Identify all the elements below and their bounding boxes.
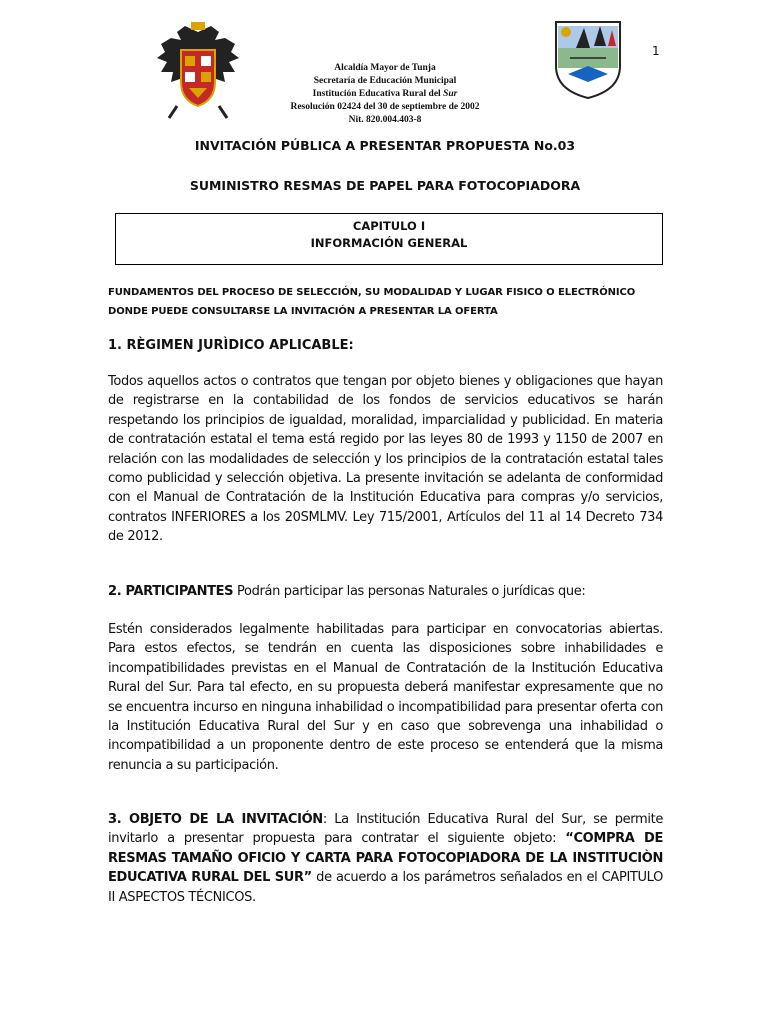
section-2-body: Estén considerados legalmente habilitadas para participar en convocatorias abiertas. Para estos efectos, se tendrán en cuenta las disposiciones sobre inhabilidades e incompatibilidades previstas en el Manual de Contratación de la Institución Educativa Rural del Sur. Para tal efecto, en su propuesta deberá manifestar expresamente que no se encuentra incurso en ninguna inhabilidad o incompatibilidad para presentar oferta con la Institución Educativa Rural del Sur y en caso que sobrevenga una inhabilidad o incompatibilidad a un proponente dentro de este proceso se entenderá que la misma renuncia a su participación. xyxy=(108,622,663,773)
section-2-intro-paragraph xyxy=(108,582,663,601)
section-2-intro: Podrán participar las personas Naturales o jurídicas que: xyxy=(233,584,586,599)
header-line-1: Alcaldía Mayor de Tunja xyxy=(334,63,436,73)
header-line-3-text: Institución Educativa Rural del xyxy=(312,89,444,99)
invitation-title: INVITACIÓN PÚBLICA A PRESENTAR PROPUESTA No.03 xyxy=(194,138,576,153)
section-3-outro: de acuerdo a los parámetros señalados en el CAPITULO II ASPECTOS TÉCNICOS. xyxy=(108,870,663,905)
header-line-5: Nit. 820.004.403-8 xyxy=(348,115,422,125)
header-line-3-italic: Sur xyxy=(443,89,458,99)
section-3-intro: : La Institución Educativa Rural del Sur, se permite invitarlo a presentar propuesta para contratar el siguiente objeto: xyxy=(108,812,663,847)
section-3-object: “COMPRA DE RESMAS TAMAÑO OFICIO Y CARTA PARA FOTOCOPIADORA DE LA INSTITUCIÒN EDUCATIVA RURAL DEL SUR” xyxy=(108,831,663,886)
section-2-heading: 2. PARTICIPANTES xyxy=(108,584,234,599)
header-line-3 xyxy=(240,88,530,101)
section-1-heading: 1. RÈGIMEN JURÌDICO APLICABLE: xyxy=(108,338,354,353)
fundamentos-heading: FUNDAMENTOS DEL PROCESO DE SELECCIÓN, SU MODALIDAD Y LUGAR FISICO O ELECTRÓNICO DONDE PUEDE CONSULTARSE LA INVITACIÓN A PRESENTAR LA OFERTA xyxy=(108,287,636,317)
institution-header xyxy=(240,62,530,127)
school-emblem-icon xyxy=(550,18,626,100)
section-3-paragraph xyxy=(108,810,663,907)
chapter-number: CAPITULO I xyxy=(352,219,426,233)
header-line-2: Secretaría de Educación Municipal xyxy=(313,76,457,86)
chapter-box xyxy=(115,213,663,265)
section-1-body: Todos aquellos actos o contratos que tengan por objeto bienes y obligaciones que hayan de registrarse en la contabilidad de los fondos de servicios educativos se harán respetando los principios de igualdad, moralidad, imparcialidad y publicidad. En materia de contratación estatal el tema está regido por las leyes 80 de 1993 y 1150 de 2007 en relación con las modalidades de selección y los principios de la contratación estatal tales como publicidad y selección objetiva. La presente invitación se adelanta de conformidad con el Manual de Contratación de la Institución Educativa para compras y/o servicios, contratos INFERIORES a los 20SMLMV. Ley 715/2001, Artículos del 11 al 14 Decreto 734 de 2012. xyxy=(108,374,663,545)
page-number: 1 xyxy=(652,44,660,58)
coat-of-arms-double-eagle-icon xyxy=(155,22,241,122)
chapter-title: INFORMACIÓN GENERAL xyxy=(310,236,468,250)
subject-title: SUMINISTRO RESMAS DE PAPEL PARA FOTOCOPIADORA xyxy=(189,178,581,193)
section-3-heading: 3. OBJETO DE LA INVITACIÓN xyxy=(108,812,323,827)
header-line-4: Resolución 02424 del 30 de septiembre de 2002 xyxy=(290,102,480,112)
